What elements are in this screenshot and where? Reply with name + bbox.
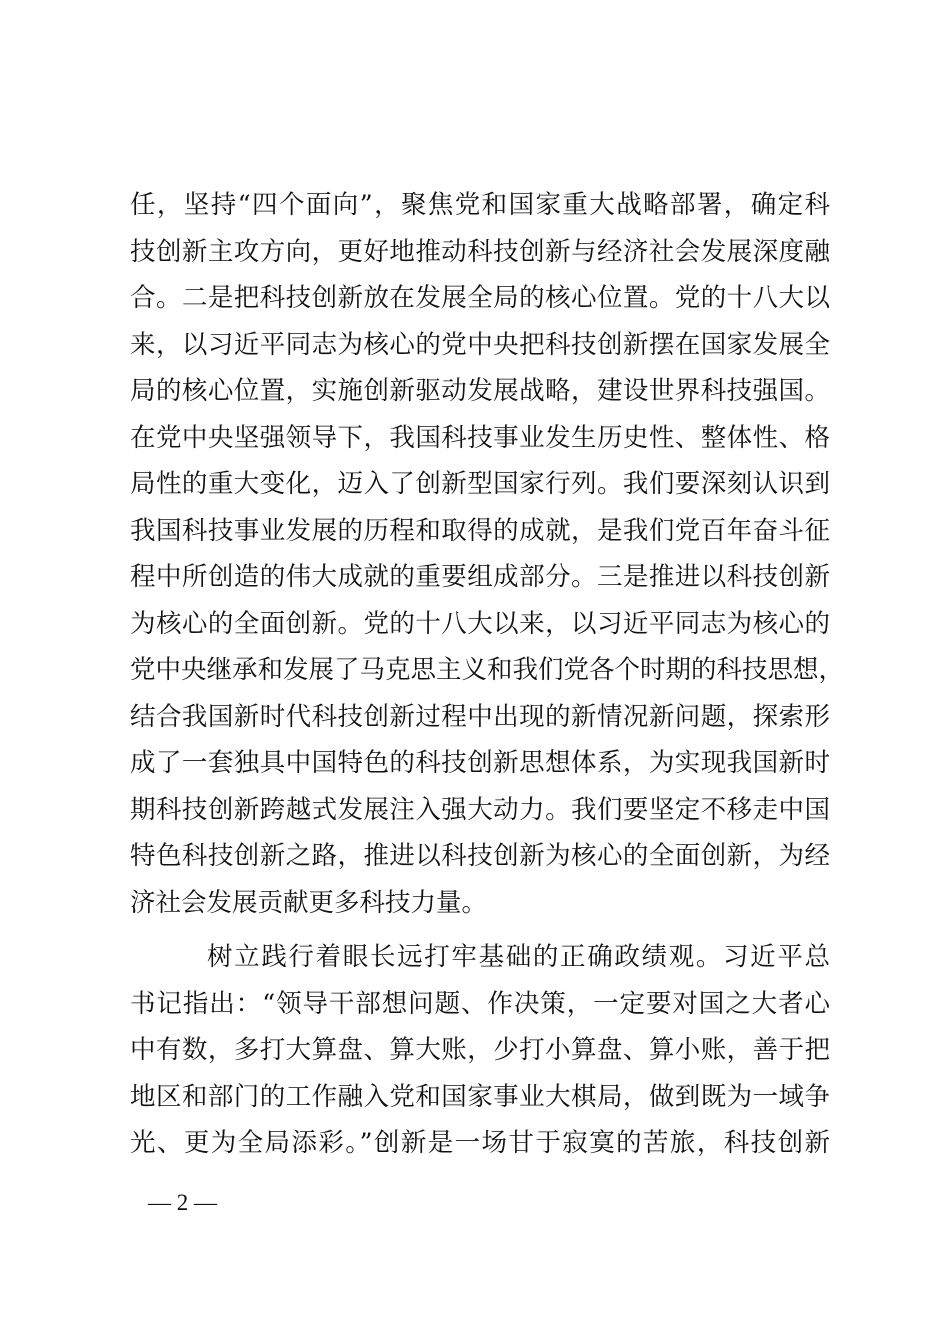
text-line: 期科技创新跨越式发展注入强大动力。我们要坚定不移走中国 [130,794,830,825]
text-line: 合。二是把科技创新放在发展全局的核心位置。党的十八大以 [130,283,830,313]
text-line: 来，以习近平同志为核心的党中央把科技创新摆在国家发展全 [130,329,830,360]
text-line: 成了一套独具中国特色的科技创新思想体系，为实现我国新时 [130,748,830,778]
page-number: — 2 — [148,1190,217,1215]
text-line: 书记指出：“领导干部想问题、作决策，一定要对国之大者心 [130,988,830,1019]
text-line: 特色科技创新之路，推进以科技创新为核心的全面创新，为经 [130,841,830,871]
text-line: 济社会发展贡献更多科技力量。 [130,887,488,918]
paragraph-2 [130,934,830,1167]
paragraph-gap [130,926,830,934]
text-line: 地区和部门的工作融入党和国家事业大棋局，做到既为一域争 [130,1081,830,1112]
text-line: 党中央继承和发展了马克思主义和我们党各个时期的科技思想， [130,655,845,685]
text-line: 在党中央坚强领导下，我国科技事业发生历史性、整体性、格 [130,422,830,453]
paragraph-1 [130,182,845,926]
text-line: 树立践行着眼长远打牢基础的正确政绩观。习近平总 [207,942,830,972]
text-line: 结合我国新时代科技创新过程中出现的新情况新问题，探索形 [130,701,830,732]
text-line: 技创新主攻方向，更好地推动科技创新与经济社会发展深度融 [130,236,830,267]
text-line: 局的核心位置，实施创新驱动发展战略，建设世界科技强国。 [130,376,830,406]
text-line: 程中所创造的伟大成就的重要组成部分。三是推进以科技创新 [130,562,830,592]
text-line: 光、更为全局添彩。”创新是一场甘于寂寞的苦旅，科技创新 [130,1128,830,1158]
text-line: 我国科技事业发展的历程和取得的成就，是我们党百年奋斗征 [130,515,830,546]
text-line: 为核心的全面创新。党的十八大以来，以习近平同志为核心的 [130,608,830,639]
text-line: 局性的重大变化，迈入了创新型国家行列。我们要深刻认识到 [130,469,830,499]
text-line: 中有数，多打大算盘、算大账，少打小算盘、算小账，善于把 [130,1035,830,1065]
text-line: 任，坚持“四个面向”，聚焦党和国家重大战略部署，确定科 [130,190,830,220]
document-body [130,182,845,1167]
